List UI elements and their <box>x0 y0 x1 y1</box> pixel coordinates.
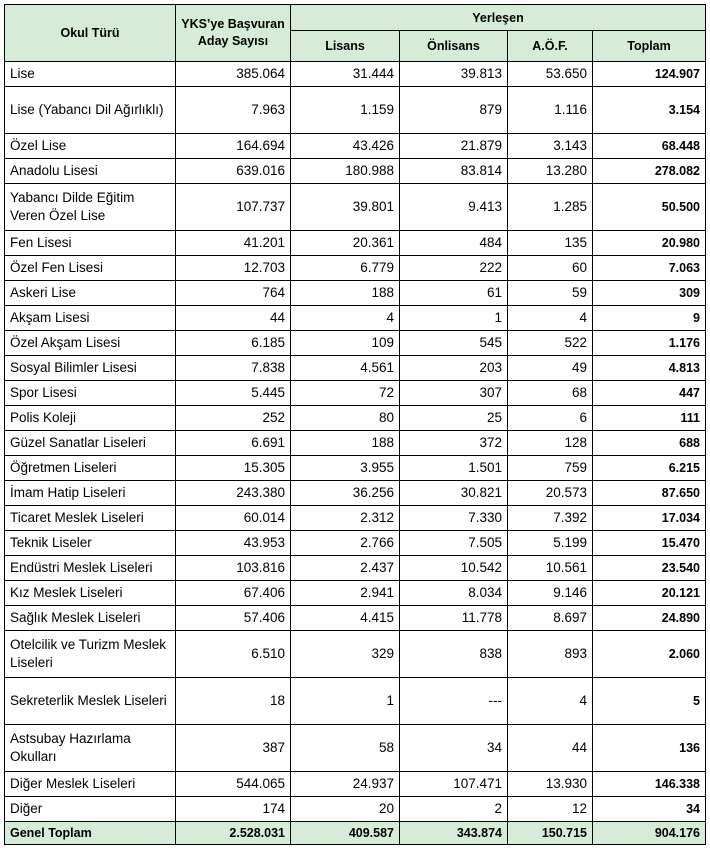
cell-lisans: 180.988 <box>291 159 400 184</box>
cell-onlisans: 61 <box>400 281 508 306</box>
header-onlisans: Önlisans <box>400 31 508 62</box>
cell-lisans: 188 <box>291 281 400 306</box>
total-cell-aof: 150.715 <box>508 822 593 845</box>
total-cell-name: Genel Toplam <box>5 822 176 845</box>
cell-name: Anadolu Lisesi <box>5 159 176 184</box>
cell-lisans: 4.415 <box>291 606 400 631</box>
table-row <box>5 134 706 159</box>
table-row <box>5 184 706 231</box>
table-row <box>5 531 706 556</box>
cell-onlisans: 222 <box>400 256 508 281</box>
cell-name: Diğer Meslek Liseleri <box>5 772 176 797</box>
cell-aof: 7.392 <box>508 506 593 531</box>
cell-basvuran: 12.703 <box>176 256 291 281</box>
cell-name: Akşam Lisesi <box>5 306 176 331</box>
table-row <box>5 581 706 606</box>
cell-onlisans: 1.501 <box>400 456 508 481</box>
cell-lisans: 24.937 <box>291 772 400 797</box>
cell-lisans: 2.312 <box>291 506 400 531</box>
cell-lisans: 109 <box>291 331 400 356</box>
cell-onlisans: 34 <box>400 725 508 772</box>
table-body <box>5 62 706 845</box>
cell-toplam: 34 <box>593 797 706 822</box>
cell-name: Özel Akşam Lisesi <box>5 331 176 356</box>
cell-basvuran: 7.838 <box>176 356 291 381</box>
table-row <box>5 481 706 506</box>
cell-basvuran: 387 <box>176 725 291 772</box>
cell-aof: 4 <box>508 306 593 331</box>
table-row <box>5 306 706 331</box>
cell-onlisans: --- <box>400 678 508 725</box>
cell-basvuran: 385.064 <box>176 62 291 87</box>
cell-toplam: 2.060 <box>593 631 706 678</box>
table-row <box>5 456 706 481</box>
header-basvuran: YKS’ye Başvuran Aday Sayısı <box>176 5 291 62</box>
cell-lisans: 72 <box>291 381 400 406</box>
table-row <box>5 87 706 134</box>
cell-toplam: 15.470 <box>593 531 706 556</box>
cell-basvuran: 15.305 <box>176 456 291 481</box>
table-row <box>5 331 706 356</box>
cell-name: Endüstri Meslek Liseleri <box>5 556 176 581</box>
cell-toplam: 7.063 <box>593 256 706 281</box>
cell-basvuran: 57.406 <box>176 606 291 631</box>
cell-aof: 60 <box>508 256 593 281</box>
cell-lisans: 2.437 <box>291 556 400 581</box>
cell-aof: 893 <box>508 631 593 678</box>
cell-onlisans: 307 <box>400 381 508 406</box>
cell-name: Lise <box>5 62 176 87</box>
cell-aof: 128 <box>508 431 593 456</box>
cell-lisans: 39.801 <box>291 184 400 231</box>
cell-aof: 10.561 <box>508 556 593 581</box>
cell-toplam: 1.176 <box>593 331 706 356</box>
table-row <box>5 772 706 797</box>
cell-toplam: 20.980 <box>593 231 706 256</box>
cell-lisans: 1.159 <box>291 87 400 134</box>
cell-name: Kız Meslek Liseleri <box>5 581 176 606</box>
cell-lisans: 2.766 <box>291 531 400 556</box>
cell-aof: 8.697 <box>508 606 593 631</box>
cell-name: Güzel Sanatlar Liseleri <box>5 431 176 456</box>
cell-onlisans: 25 <box>400 406 508 431</box>
cell-onlisans: 372 <box>400 431 508 456</box>
cell-aof: 1.285 <box>508 184 593 231</box>
cell-name: Astsubay Hazırlama Okulları <box>5 725 176 772</box>
header-toplam: Toplam <box>593 31 706 62</box>
cell-aof: 59 <box>508 281 593 306</box>
table-row <box>5 797 706 822</box>
cell-toplam: 309 <box>593 281 706 306</box>
total-row <box>5 822 706 845</box>
cell-name: Diğer <box>5 797 176 822</box>
cell-basvuran: 67.406 <box>176 581 291 606</box>
table-row <box>5 606 706 631</box>
total-cell-toplam: 904.176 <box>593 822 706 845</box>
cell-basvuran: 7.963 <box>176 87 291 134</box>
header-okul-turu: Okul Türü <box>5 5 176 62</box>
cell-aof: 522 <box>508 331 593 356</box>
header-yerlesen: Yerleşen <box>291 5 706 31</box>
table-row <box>5 231 706 256</box>
cell-aof: 4 <box>508 678 593 725</box>
cell-toplam: 17.034 <box>593 506 706 531</box>
cell-toplam: 87.650 <box>593 481 706 506</box>
cell-aof: 13.930 <box>508 772 593 797</box>
cell-name: Spor Lisesi <box>5 381 176 406</box>
cell-name: İmam Hatip Liseleri <box>5 481 176 506</box>
cell-aof: 6 <box>508 406 593 431</box>
cell-aof: 13.280 <box>508 159 593 184</box>
cell-lisans: 329 <box>291 631 400 678</box>
yks-placement-table <box>4 4 706 845</box>
cell-onlisans: 7.505 <box>400 531 508 556</box>
table-row <box>5 725 706 772</box>
table-row <box>5 631 706 678</box>
cell-toplam: 688 <box>593 431 706 456</box>
cell-toplam: 278.082 <box>593 159 706 184</box>
cell-toplam: 68.448 <box>593 134 706 159</box>
cell-toplam: 6.215 <box>593 456 706 481</box>
cell-lisans: 2.941 <box>291 581 400 606</box>
cell-onlisans: 484 <box>400 231 508 256</box>
cell-onlisans: 30.821 <box>400 481 508 506</box>
cell-aof: 20.573 <box>508 481 593 506</box>
cell-onlisans: 879 <box>400 87 508 134</box>
cell-onlisans: 2 <box>400 797 508 822</box>
cell-name: Öğretmen Liseleri <box>5 456 176 481</box>
cell-onlisans: 203 <box>400 356 508 381</box>
cell-basvuran: 43.953 <box>176 531 291 556</box>
cell-lisans: 6.779 <box>291 256 400 281</box>
cell-aof: 3.143 <box>508 134 593 159</box>
cell-aof: 68 <box>508 381 593 406</box>
table-row <box>5 506 706 531</box>
total-cell-lisans: 409.587 <box>291 822 400 845</box>
cell-toplam: 5 <box>593 678 706 725</box>
cell-toplam: 9 <box>593 306 706 331</box>
cell-basvuran: 107.737 <box>176 184 291 231</box>
cell-toplam: 23.540 <box>593 556 706 581</box>
cell-lisans: 20.361 <box>291 231 400 256</box>
cell-onlisans: 83.814 <box>400 159 508 184</box>
cell-aof: 9.146 <box>508 581 593 606</box>
cell-onlisans: 10.542 <box>400 556 508 581</box>
cell-basvuran: 252 <box>176 406 291 431</box>
cell-name: Ticaret Meslek Liseleri <box>5 506 176 531</box>
cell-onlisans: 545 <box>400 331 508 356</box>
cell-name: Sağlık Meslek Liseleri <box>5 606 176 631</box>
table-row <box>5 281 706 306</box>
header-aof: A.Ö.F. <box>508 31 593 62</box>
cell-toplam: 20.121 <box>593 581 706 606</box>
cell-basvuran: 544.065 <box>176 772 291 797</box>
cell-aof: 5.199 <box>508 531 593 556</box>
header-lisans: Lisans <box>291 31 400 62</box>
cell-lisans: 58 <box>291 725 400 772</box>
cell-basvuran: 18 <box>176 678 291 725</box>
table-row <box>5 356 706 381</box>
cell-basvuran: 41.201 <box>176 231 291 256</box>
cell-aof: 1.116 <box>508 87 593 134</box>
cell-lisans: 20 <box>291 797 400 822</box>
cell-lisans: 3.955 <box>291 456 400 481</box>
cell-aof: 12 <box>508 797 593 822</box>
cell-basvuran: 6.510 <box>176 631 291 678</box>
cell-basvuran: 6.185 <box>176 331 291 356</box>
cell-onlisans: 39.813 <box>400 62 508 87</box>
table-row <box>5 431 706 456</box>
cell-name: Sekreterlik Meslek Liseleri <box>5 678 176 725</box>
cell-name: Otelcilik ve Turizm Meslek Liseleri <box>5 631 176 678</box>
cell-lisans: 1 <box>291 678 400 725</box>
cell-toplam: 3.154 <box>593 87 706 134</box>
cell-aof: 135 <box>508 231 593 256</box>
cell-lisans: 31.444 <box>291 62 400 87</box>
cell-lisans: 36.256 <box>291 481 400 506</box>
cell-lisans: 4.561 <box>291 356 400 381</box>
table-row <box>5 556 706 581</box>
cell-lisans: 43.426 <box>291 134 400 159</box>
cell-onlisans: 9.413 <box>400 184 508 231</box>
cell-name: Polis Koleji <box>5 406 176 431</box>
cell-aof: 53.650 <box>508 62 593 87</box>
cell-basvuran: 60.014 <box>176 506 291 531</box>
cell-name: Özel Lise <box>5 134 176 159</box>
cell-onlisans: 11.778 <box>400 606 508 631</box>
cell-lisans: 4 <box>291 306 400 331</box>
table-row <box>5 159 706 184</box>
cell-onlisans: 1 <box>400 306 508 331</box>
table-row <box>5 406 706 431</box>
cell-basvuran: 6.691 <box>176 431 291 456</box>
cell-toplam: 124.907 <box>593 62 706 87</box>
cell-toplam: 50.500 <box>593 184 706 231</box>
cell-aof: 44 <box>508 725 593 772</box>
cell-basvuran: 5.445 <box>176 381 291 406</box>
cell-onlisans: 107.471 <box>400 772 508 797</box>
cell-name: Askeri Lise <box>5 281 176 306</box>
cell-onlisans: 8.034 <box>400 581 508 606</box>
cell-basvuran: 764 <box>176 281 291 306</box>
cell-onlisans: 7.330 <box>400 506 508 531</box>
table-row <box>5 678 706 725</box>
cell-onlisans: 21.879 <box>400 134 508 159</box>
total-cell-onlisans: 343.874 <box>400 822 508 845</box>
cell-basvuran: 164.694 <box>176 134 291 159</box>
cell-name: Fen Lisesi <box>5 231 176 256</box>
cell-toplam: 447 <box>593 381 706 406</box>
cell-toplam: 136 <box>593 725 706 772</box>
cell-toplam: 111 <box>593 406 706 431</box>
cell-toplam: 146.338 <box>593 772 706 797</box>
table-row <box>5 256 706 281</box>
table-row <box>5 62 706 87</box>
cell-basvuran: 103.816 <box>176 556 291 581</box>
cell-basvuran: 639.016 <box>176 159 291 184</box>
cell-onlisans: 838 <box>400 631 508 678</box>
cell-aof: 49 <box>508 356 593 381</box>
table-container <box>4 4 706 845</box>
cell-name: Yabancı Dilde Eğitim Veren Özel Lise <box>5 184 176 231</box>
cell-toplam: 24.890 <box>593 606 706 631</box>
cell-toplam: 4.813 <box>593 356 706 381</box>
cell-lisans: 80 <box>291 406 400 431</box>
cell-name: Lise (Yabancı Dil Ağırlıklı) <box>5 87 176 134</box>
table-row <box>5 381 706 406</box>
cell-basvuran: 174 <box>176 797 291 822</box>
cell-name: Özel Fen Lisesi <box>5 256 176 281</box>
cell-lisans: 188 <box>291 431 400 456</box>
cell-aof: 759 <box>508 456 593 481</box>
cell-basvuran: 44 <box>176 306 291 331</box>
cell-name: Sosyal Bilimler Lisesi <box>5 356 176 381</box>
cell-name: Teknik Liseler <box>5 531 176 556</box>
total-cell-basvuran: 2.528.031 <box>176 822 291 845</box>
cell-basvuran: 243.380 <box>176 481 291 506</box>
